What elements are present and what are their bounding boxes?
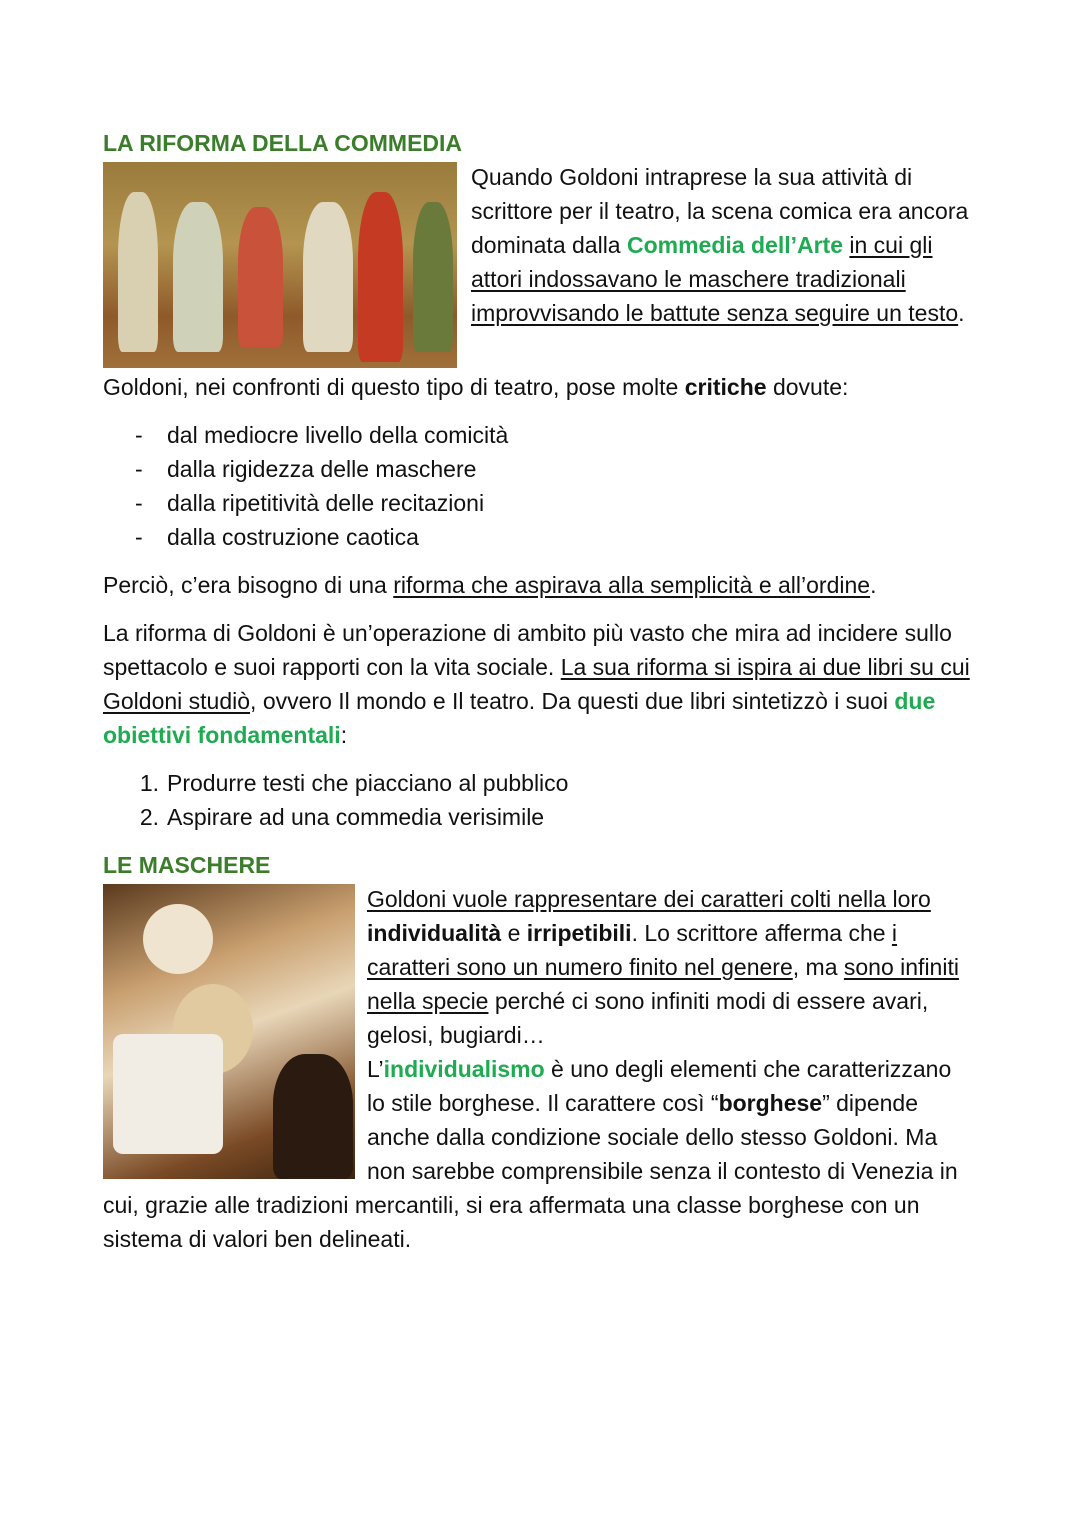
section-title-riforma: LA RIFORMA DELLA COMMEDIA xyxy=(103,130,463,156)
critics-list xyxy=(103,418,973,554)
intro-paragraph: Quando Goldoni intraprese la sua attività di scrittore per il teatro, la scena comica era ancora dominata dalla Commedia dell’Arte in cui gli attori indossavano le maschere tradizionali improvvisando le battute senza seguire un testo. xyxy=(471,164,969,326)
genre-painting xyxy=(103,884,355,1179)
list-item: - dal mediocre livello della comicità xyxy=(135,422,509,448)
commedia-dell-arte-term: Commedia dell’Arte xyxy=(627,232,843,258)
therefore-paragraph: Perciò, c’era bisogno di una riforma che aspirava alla semplicità e all’ordine. xyxy=(103,572,877,598)
goals-list xyxy=(103,766,973,834)
maschere-paragraph: Goldoni vuole rappresentare dei caratteri colti nella loro individualità e irripetibili. Lo scrittore afferma che i caratteri sono un numero finito nel genere, ma sono infiniti nella specie perché ci sono infiniti modi di essere avari, gelosi, bugiardi… xyxy=(367,886,959,1048)
list-item: 2. Aspirare ad una commedia verisimile xyxy=(139,804,545,830)
section-title-maschere: LE MASCHERE xyxy=(103,852,271,878)
list-item: - dalla rigidezza delle maschere xyxy=(135,456,477,482)
individualismo-paragraph: L’individualismo è uno degli elementi che caratterizzano lo stile borghese. Il carattere così “borghese” dipende anche dalla condizione sociale dello stesso Goldoni. Ma non sarebbe comprensibile senza il contesto di Venezia in cui, grazie alle tradizioni mercantili, si era affermata una classe borghese con un sistema di valori ben delineati. xyxy=(103,1056,958,1252)
list-item: - dalla costruzione caotica xyxy=(135,524,419,550)
list-item: 1. Produrre testi che piacciano al pubblico xyxy=(139,770,569,796)
reform-paragraph: La riforma di Goldoni è un’operazione di ambito più vasto che mira ad incidere sullo spettacolo e suoi rapporti con la vita sociale. La sua riforma si ispira ai due libri su cui Goldoni studiò, ovvero Il mondo e Il teatro. Da questi due libri sintetizzò i suoi due obiettivi fondamentali: xyxy=(103,620,970,748)
list-item: - dalla ripetitività delle recitazioni xyxy=(135,490,485,516)
critics-paragraph: Goldoni, nei confronti di questo tipo di teatro, pose molte critiche dovute: xyxy=(103,374,849,400)
commedia-dell-arte-painting xyxy=(103,162,457,368)
document-page xyxy=(103,126,973,1256)
